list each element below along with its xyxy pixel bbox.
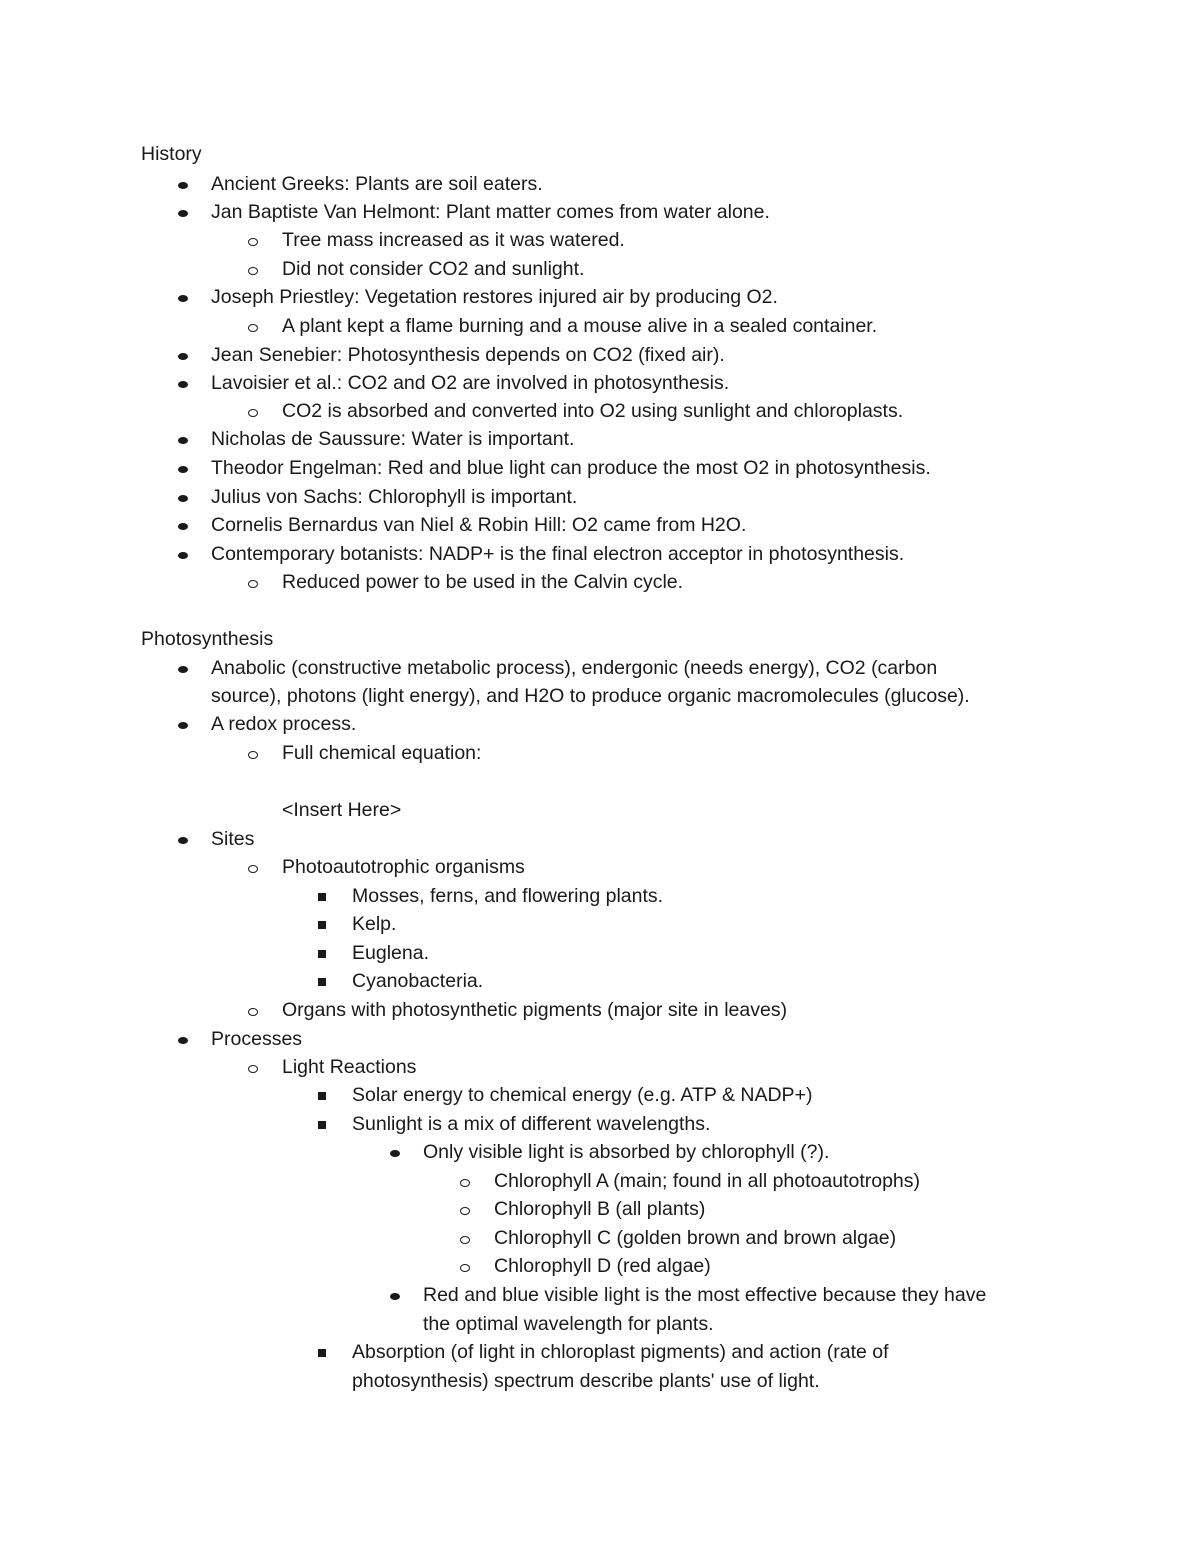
bullet-circle-icon	[248, 1008, 258, 1016]
list-item-text: Julius von Sachs: Chlorophyll is important.	[211, 486, 578, 508]
list-item-text: Chlorophyll A (main; found in all photoautotrophs)	[494, 1170, 921, 1192]
list-item-text: source), photons (light energy), and H2O to produce organic macromolecules (glucose).	[211, 685, 970, 707]
bullet-circle-icon	[248, 751, 258, 759]
bullet-disc-icon	[178, 837, 188, 844]
bullet-disc-icon	[178, 210, 188, 217]
list-item-text: Sites	[211, 828, 255, 850]
bullet-disc-icon	[178, 495, 188, 502]
bullet-disc-icon	[178, 182, 188, 189]
bullet-disc-icon	[178, 381, 188, 388]
bullet-disc-icon	[178, 353, 188, 360]
list-item-text: A plant kept a flame burning and a mouse alive in a sealed container.	[282, 315, 878, 337]
section-heading-text: Photosynthesis	[141, 628, 274, 650]
list-item-text: photosynthesis) spectrum describe plants' use of light.	[352, 1370, 820, 1392]
bullet-disc-icon	[178, 466, 188, 473]
list-item-text: Chlorophyll B (all plants)	[494, 1198, 706, 1220]
bullet-circle-icon	[460, 1264, 470, 1272]
list-item-text: Anabolic (constructive metabolic process), endergonic (needs energy), CO2 (carbon	[211, 657, 938, 679]
list-item-text: Chlorophyll D (red algae)	[494, 1255, 711, 1277]
list-item-text: Cyanobacteria.	[352, 970, 484, 992]
bullet-square-icon	[318, 921, 326, 929]
bullet-disc-icon	[390, 1150, 400, 1157]
bullet-square-icon	[318, 1092, 326, 1100]
bullet-disc-icon	[390, 1293, 400, 1300]
list-item-text: Theodor Engelman: Red and blue light can produce the most O2 in photosynthesis.	[211, 457, 931, 479]
section-heading-text: History	[141, 143, 202, 165]
list-item-text: Chlorophyll C (golden brown and brown algae)	[494, 1227, 897, 1249]
list-item-text: Full chemical equation:	[282, 742, 482, 764]
list-item-text: the optimal wavelength for plants.	[423, 1313, 714, 1335]
list-item-text: Ancient Greeks: Plants are soil eaters.	[211, 173, 543, 195]
bullet-disc-icon	[178, 666, 188, 673]
list-item-text: CO2 is absorbed and converted into O2 using sunlight and chloroplasts.	[282, 400, 904, 422]
list-item-text: Jean Senebier: Photosynthesis depends on CO2 (fixed air).	[211, 344, 725, 366]
list-item-text: Photoautotrophic organisms	[282, 856, 525, 878]
bullet-square-icon	[318, 950, 326, 958]
bullet-disc-icon	[178, 437, 188, 444]
list-item-text: Nicholas de Saussure: Water is important.	[211, 428, 575, 450]
list-item-text: Lavoisier et al.: CO2 and O2 are involved in photosynthesis.	[211, 372, 730, 394]
list-item-text: Tree mass increased as it was watered.	[282, 229, 625, 251]
list-item-text: Solar energy to chemical energy (e.g. ATP & NADP+)	[352, 1084, 813, 1106]
list-item-text: A redox process.	[211, 713, 357, 735]
bullet-circle-icon	[460, 1179, 470, 1187]
bullet-disc-icon	[178, 552, 188, 559]
list-item-text: Mosses, ferns, and flowering plants.	[352, 885, 664, 907]
bullet-circle-icon	[248, 580, 258, 588]
bullet-circle-icon	[460, 1236, 470, 1244]
list-item-text: Contemporary botanists: NADP+ is the final electron acceptor in photosynthesis.	[211, 543, 905, 565]
list-item-text: Organs with photosynthetic pigments (major site in leaves)	[282, 999, 788, 1021]
bullet-square-icon	[318, 1349, 326, 1357]
bullet-square-icon	[318, 1121, 326, 1129]
bullet-circle-icon	[248, 865, 258, 873]
list-item-text: Processes	[211, 1028, 303, 1050]
list-item-text: Absorption (of light in chloroplast pigments) and action (rate of	[352, 1341, 889, 1363]
list-item-text: Light Reactions	[282, 1056, 417, 1078]
bullet-disc-icon	[178, 1037, 188, 1044]
list-item-text: Red and blue visible light is the most effective because they have	[423, 1284, 987, 1306]
list-item-text: Sunlight is a mix of different wavelengths.	[352, 1113, 711, 1135]
bullet-disc-icon	[178, 722, 188, 729]
list-item-text: Reduced power to be used in the Calvin cycle.	[282, 571, 684, 593]
list-item-text: Did not consider CO2 and sunlight.	[282, 258, 585, 280]
list-item-text: Cornelis Bernardus van Niel & Robin Hill: O2 came from H2O.	[211, 514, 747, 536]
bullet-disc-icon	[178, 523, 188, 530]
list-item-text: Euglena.	[352, 942, 429, 964]
bullet-circle-icon	[460, 1207, 470, 1215]
bullet-circle-icon	[248, 1065, 258, 1073]
list-item-text: Only visible light is absorbed by chlorophyll (?).	[423, 1141, 830, 1163]
bullet-square-icon	[318, 978, 326, 986]
bullet-disc-icon	[178, 295, 188, 302]
list-item-text: <Insert Here>	[282, 799, 402, 821]
list-item-text: Joseph Priestley: Vegetation restores injured air by producing O2.	[211, 286, 778, 308]
list-item-text: Jan Baptiste Van Helmont: Plant matter comes from water alone.	[211, 201, 770, 223]
bullet-circle-icon	[248, 267, 258, 275]
bullet-circle-icon	[248, 409, 258, 417]
bullet-circle-icon	[248, 238, 258, 246]
bullet-circle-icon	[248, 324, 258, 332]
bullet-square-icon	[318, 893, 326, 901]
list-item-text: Kelp.	[352, 913, 397, 935]
